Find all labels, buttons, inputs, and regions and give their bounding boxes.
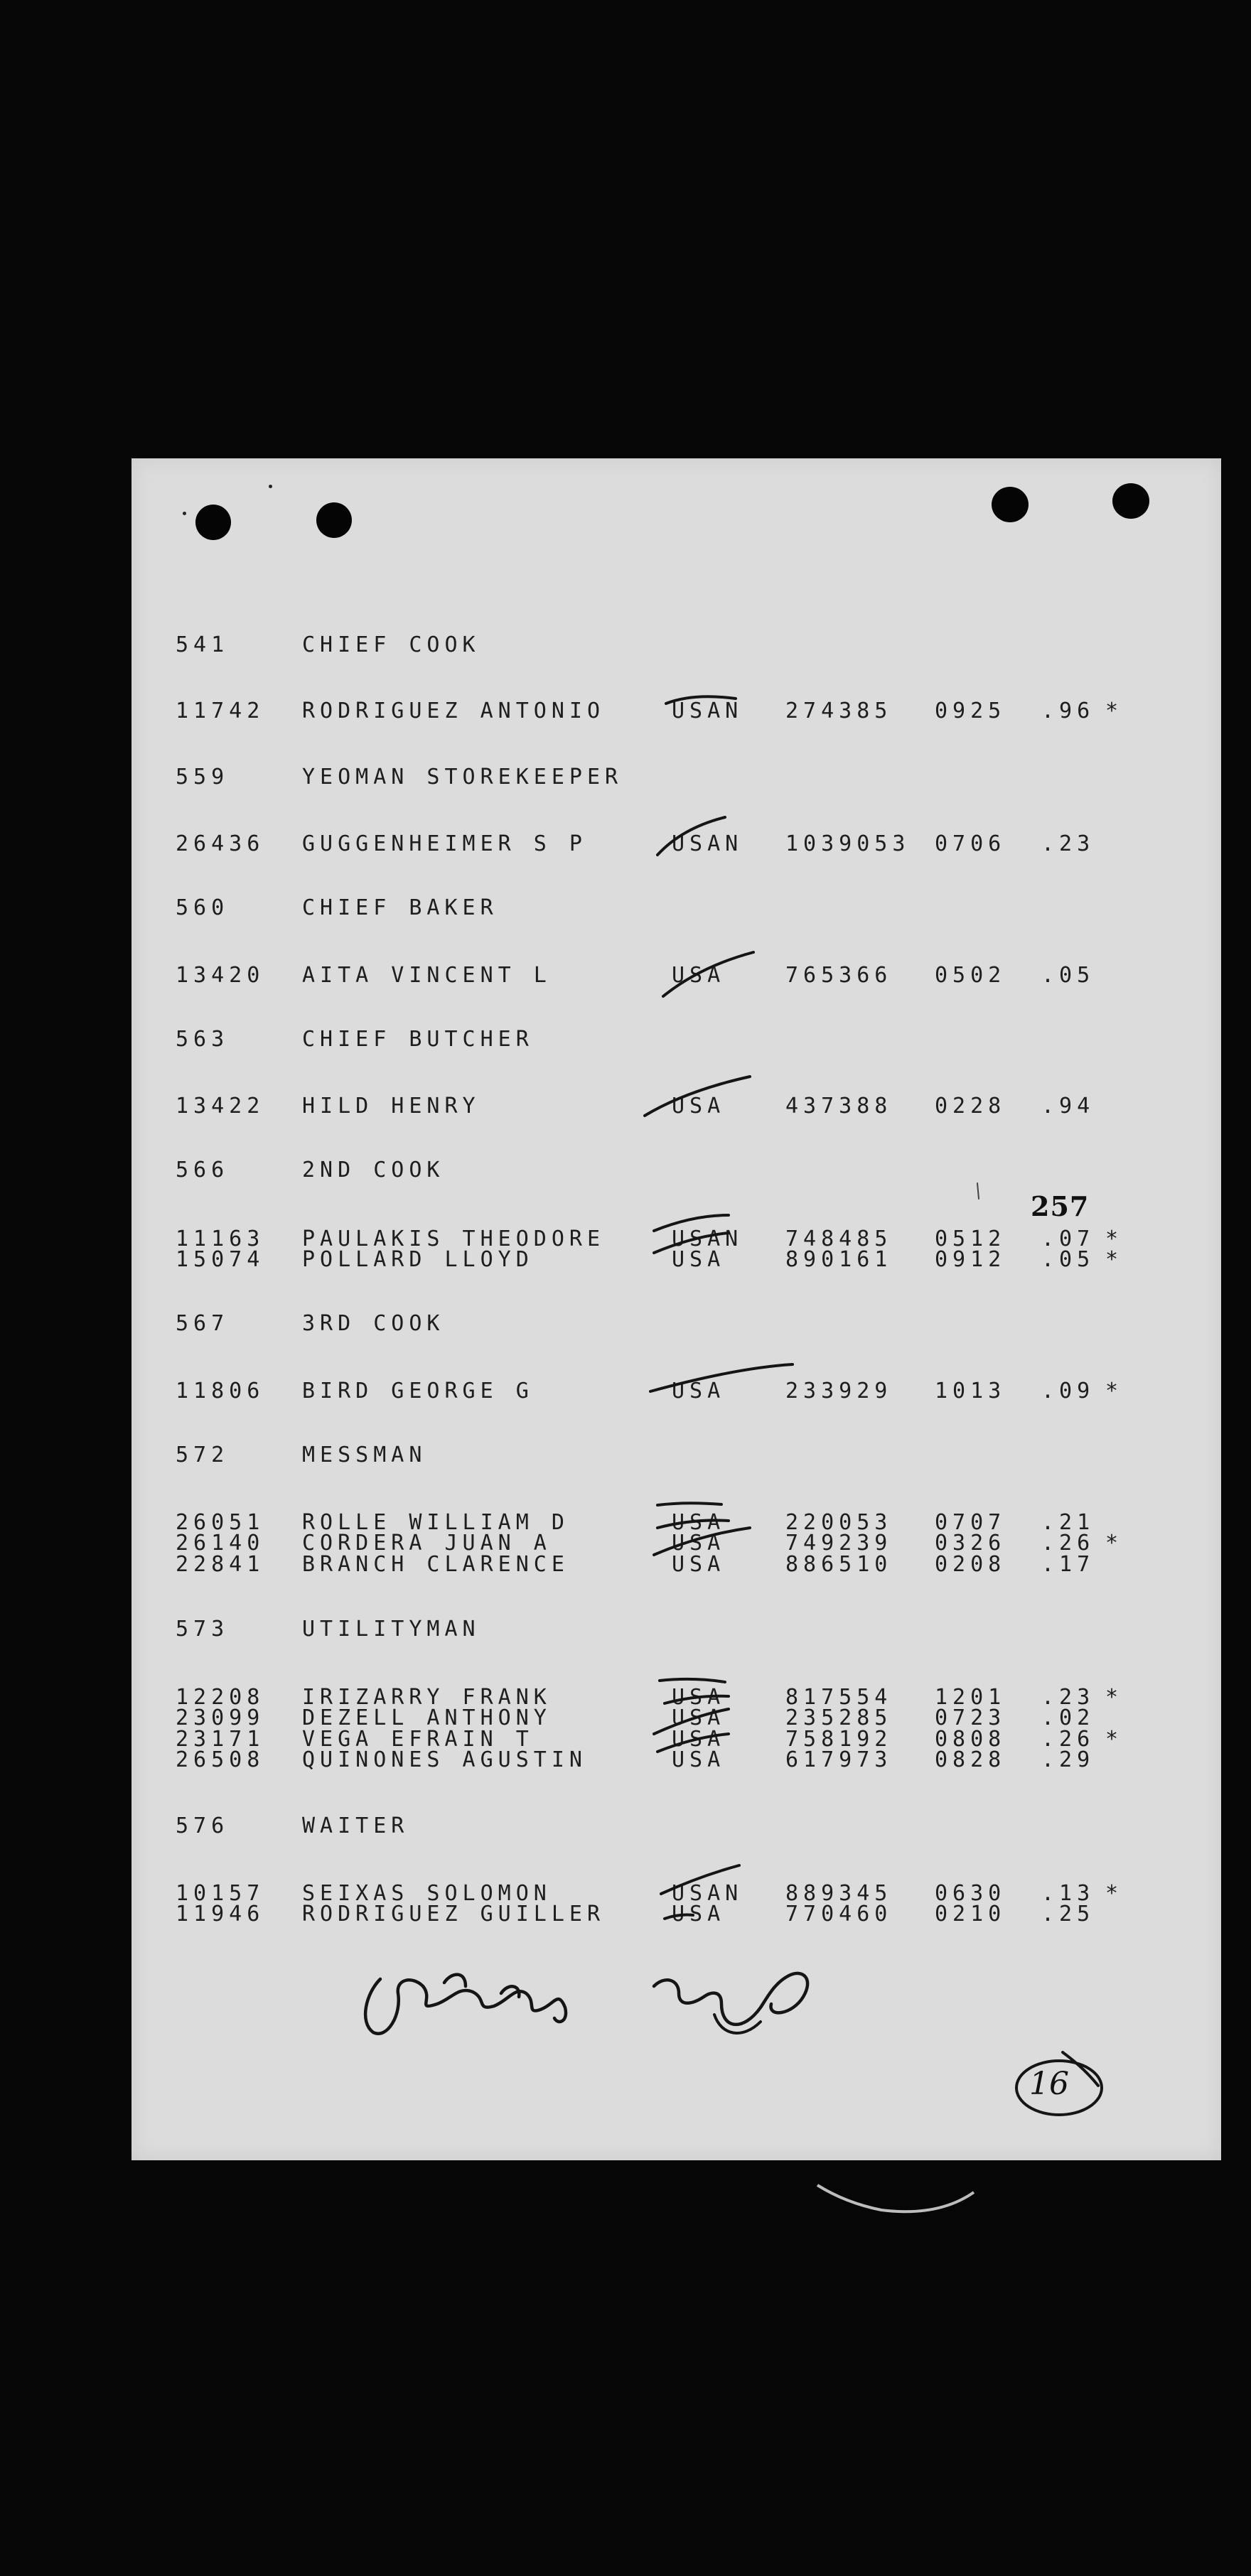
row-date: 0512 — [935, 1227, 1006, 1251]
check-mark — [657, 1734, 729, 1752]
document-sheet — [131, 458, 1221, 2160]
row-citizenship: USAN — [672, 1881, 743, 1906]
row-number: 748485 — [785, 1227, 893, 1251]
check-mark — [657, 1520, 729, 1528]
row-id: 11742 — [176, 699, 265, 723]
row-number: 770460 — [785, 1902, 893, 1926]
row-citizenship: USA — [672, 1247, 726, 1272]
row-amount: .23 — [1041, 1685, 1095, 1710]
row-date: 1013 — [935, 1379, 1006, 1403]
row-citizenship: USAN — [672, 699, 743, 723]
page-number-circle — [1016, 2061, 1102, 2115]
row-name: PAULAKIS THEODORE — [302, 1227, 606, 1251]
check-mark — [654, 1528, 750, 1555]
row-citizenship: USA — [672, 1379, 726, 1403]
row-id: 11806 — [176, 1379, 265, 1403]
row-citizenship: USA — [672, 1705, 726, 1730]
handwriting-overlay — [131, 458, 1221, 2160]
check-mark — [661, 1865, 739, 1894]
section-code: 566 — [176, 1158, 230, 1182]
row-asterisk: * — [1105, 1379, 1124, 1403]
row-asterisk: * — [1105, 699, 1124, 723]
check-mark — [657, 1503, 721, 1505]
check-mark — [660, 1679, 725, 1682]
row-name: GUGGENHEIMER S P — [302, 831, 587, 856]
row-amount: .02 — [1041, 1705, 1095, 1730]
row-amount: .94 — [1041, 1094, 1095, 1119]
check-mark — [654, 1705, 729, 1734]
row-citizenship: USA — [672, 1747, 726, 1772]
row-name: CORDERA JUAN A — [302, 1531, 552, 1556]
section-title: UTILITYMAN — [302, 1617, 480, 1642]
row-name: POLLARD LLOYD — [302, 1247, 534, 1272]
row-date: 0707 — [935, 1510, 1006, 1535]
row-id: 23171 — [176, 1727, 265, 1752]
row-amount: .09 — [1041, 1379, 1095, 1403]
section-code: 563 — [176, 1027, 230, 1052]
section-title: WAITER — [302, 1814, 409, 1838]
page-number-circle — [1063, 2052, 1098, 2086]
section-code: 567 — [176, 1311, 230, 1336]
row-number: 1039053 — [785, 831, 911, 856]
row-citizenship: USA — [672, 1531, 726, 1556]
section-code: 576 — [176, 1814, 230, 1838]
row-date: 0502 — [935, 963, 1006, 988]
row-amount: .21 — [1041, 1510, 1095, 1535]
row-citizenship: USAN — [672, 831, 743, 856]
row-id: 26051 — [176, 1510, 265, 1535]
row-id: 12208 — [176, 1685, 265, 1710]
row-id: 26140 — [176, 1531, 265, 1556]
row-asterisk: * — [1105, 1727, 1124, 1752]
row-date: 0723 — [935, 1705, 1006, 1730]
row-number: 889345 — [785, 1881, 893, 1906]
row-name: AITA VINCENT L — [302, 963, 552, 988]
row-date: 0228 — [935, 1094, 1006, 1119]
row-date: 0208 — [935, 1552, 1006, 1577]
stamped-page-number: 257 — [1031, 1190, 1090, 1222]
row-name: ROLLE WILLIAM D — [302, 1510, 569, 1535]
section-title: CHIEF BAKER — [302, 895, 498, 920]
row-amount: .29 — [1041, 1747, 1095, 1772]
section-code: 559 — [176, 765, 230, 789]
row-name: RODRIGUEZ GUILLER — [302, 1902, 606, 1926]
row-number: 437388 — [785, 1094, 893, 1119]
row-name: BIRD GEORGE G — [302, 1379, 534, 1403]
check-mark — [665, 1696, 729, 1703]
row-asterisk: * — [1105, 1227, 1124, 1251]
pencil-mark — [817, 2185, 974, 2211]
row-amount: .13 — [1041, 1881, 1095, 1906]
row-name: SEIXAS SOLOMON — [302, 1881, 552, 1906]
check-mark — [654, 1233, 729, 1253]
row-number: 235285 — [785, 1705, 893, 1730]
section-title: YEOMAN STOREKEEPER — [302, 765, 623, 789]
check-mark — [665, 1915, 693, 1919]
row-number: 765366 — [785, 963, 893, 988]
row-number: 617973 — [785, 1747, 893, 1772]
row-id: 15074 — [176, 1247, 265, 1272]
row-asterisk: * — [1105, 1247, 1124, 1272]
row-citizenship: USAN — [672, 1227, 743, 1251]
row-amount: .05 — [1041, 1247, 1095, 1272]
row-citizenship: USA — [672, 1685, 726, 1710]
row-amount: .25 — [1041, 1902, 1095, 1926]
row-name: DEZELL ANTHONY — [302, 1705, 552, 1730]
row-date: 0706 — [935, 831, 1006, 856]
row-number: 749239 — [785, 1531, 893, 1556]
section-code: 541 — [176, 632, 230, 657]
row-id: 11946 — [176, 1902, 265, 1926]
check-mark — [663, 952, 753, 996]
check-mark — [657, 817, 725, 855]
circled-page-number: 16 — [1029, 2066, 1069, 2102]
row-name: HILD HENRY — [302, 1094, 480, 1119]
row-date: 0210 — [935, 1902, 1006, 1926]
row-id: 22841 — [176, 1552, 265, 1577]
row-name: VEGA EFRAIN T — [302, 1727, 534, 1752]
row-asterisk: * — [1105, 1881, 1124, 1906]
row-name: RODRIGUEZ ANTONIO — [302, 699, 606, 723]
row-name: BRANCH CLARENCE — [302, 1552, 569, 1577]
row-amount: .05 — [1041, 963, 1095, 988]
row-name: IRIZARRY FRANK — [302, 1685, 552, 1710]
row-citizenship: USA — [672, 1902, 726, 1926]
row-number: 890161 — [785, 1247, 893, 1272]
row-citizenship: USA — [672, 1552, 726, 1577]
signature — [654, 1973, 807, 2025]
row-number: 817554 — [785, 1685, 893, 1710]
section-code: 573 — [176, 1617, 230, 1642]
row-id: 13420 — [176, 963, 265, 988]
row-citizenship: USA — [672, 1727, 726, 1752]
row-amount: .26 — [1041, 1727, 1095, 1752]
row-id: 26436 — [176, 831, 265, 856]
row-asterisk: * — [1105, 1531, 1124, 1556]
pencil-mark — [977, 1183, 979, 1199]
row-id: 23099 — [176, 1705, 265, 1730]
section-title: 3RD COOK — [302, 1311, 445, 1336]
row-name: QUINONES AGUSTIN — [302, 1747, 587, 1772]
row-citizenship: USA — [672, 1510, 726, 1535]
row-number: 233929 — [785, 1379, 893, 1403]
row-date: 0925 — [935, 699, 1006, 723]
check-mark — [650, 1364, 793, 1391]
row-amount: .07 — [1041, 1227, 1095, 1251]
check-mark — [645, 1077, 750, 1119]
row-id: 13422 — [176, 1094, 265, 1119]
row-asterisk: * — [1105, 1685, 1124, 1710]
section-title: CHIEF BUTCHER — [302, 1027, 534, 1052]
section-title: CHIEF COOK — [302, 632, 480, 657]
row-number: 758192 — [785, 1727, 893, 1752]
row-number: 886510 — [785, 1552, 893, 1577]
row-amount: .96 — [1041, 699, 1095, 723]
row-number: 274385 — [785, 699, 893, 723]
row-citizenship: USA — [672, 963, 726, 988]
section-code: 572 — [176, 1443, 230, 1467]
row-amount: .26 — [1041, 1531, 1095, 1556]
row-date: 1201 — [935, 1685, 1006, 1710]
row-citizenship: USA — [672, 1094, 726, 1119]
row-amount: .17 — [1041, 1552, 1095, 1577]
row-id: 26508 — [176, 1747, 265, 1772]
section-title: 2ND COOK — [302, 1158, 445, 1182]
check-mark — [654, 1215, 729, 1231]
row-number: 220053 — [785, 1510, 893, 1535]
row-date: 0808 — [935, 1727, 1006, 1752]
check-mark — [666, 696, 736, 704]
section-code: 560 — [176, 895, 230, 920]
row-date: 0630 — [935, 1881, 1006, 1906]
section-title: MESSMAN — [302, 1443, 427, 1467]
row-date: 0912 — [935, 1247, 1006, 1272]
row-amount: .23 — [1041, 831, 1095, 856]
row-id: 11163 — [176, 1227, 265, 1251]
row-date: 0326 — [935, 1531, 1006, 1556]
row-id: 10157 — [176, 1881, 265, 1906]
row-date: 0828 — [935, 1747, 1006, 1772]
